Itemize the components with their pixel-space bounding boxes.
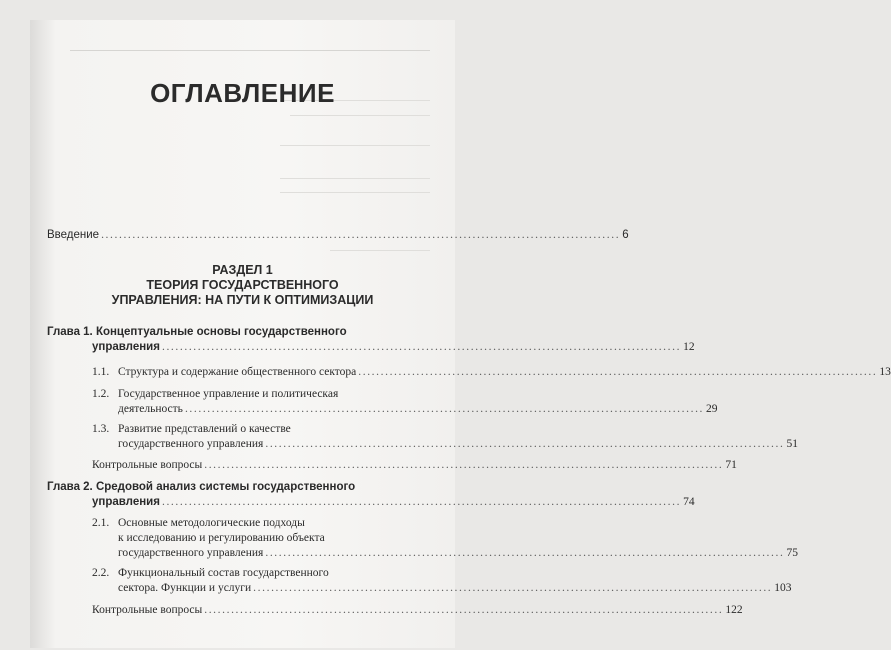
toc-item-number: 1.1. <box>92 366 110 378</box>
toc-entry-questions-2 <box>92 603 743 618</box>
toc-entry-page: 12 <box>683 341 695 353</box>
toc-entry-page: 103 <box>774 582 792 594</box>
toc-entry-page: 51 <box>786 438 798 450</box>
toc-entry-label-cont: деятельность <box>118 403 183 415</box>
toc-entry-label: Функциональный состав государственного <box>118 567 329 579</box>
dot-leader: .................................................................................................................... <box>204 604 724 616</box>
dot-leader: .................................................................................................................... <box>265 438 785 450</box>
toc-entry-label-cont: государственного управления <box>118 438 264 450</box>
toc-entry-chapter-1 <box>92 340 695 355</box>
toc-entry-1-2 <box>118 402 718 417</box>
chapter-1-heading-cont: управления <box>92 341 160 353</box>
toc-entry-label-cont: сектора. Функции и услуги <box>118 582 252 594</box>
book-page <box>30 20 891 648</box>
page-title: ОГЛАВЛЕНИЕ <box>150 78 335 108</box>
toc-item-number: 1.2. <box>92 388 110 400</box>
section-heading-line1: РАЗДЕЛ 1 <box>212 263 273 277</box>
toc-entry-page: 75 <box>786 547 798 559</box>
toc-item-number: 2.2. <box>92 567 110 579</box>
toc-entry-label: Развитие представлений о качестве <box>118 423 291 435</box>
toc-entry-2-2 <box>118 581 792 596</box>
toc-entry-label: Государственное управление и политическая <box>118 388 339 400</box>
toc-entry-page: 122 <box>725 604 743 616</box>
dot-leader: .................................................................................................................... <box>253 582 773 594</box>
toc-entry-page: 13 <box>879 366 891 378</box>
section-heading-line3: УПРАВЛЕНИЯ: НА ПУТИ К ОПТИМИЗАЦИИ <box>111 293 374 307</box>
dot-leader: .................................................................................................................... <box>204 459 724 471</box>
toc-entry-label: Контрольные вопросы <box>92 604 203 616</box>
toc-entry-page: 71 <box>725 459 737 471</box>
toc-entry-label-cont: к исследованию и регулированию объекта <box>118 532 325 544</box>
toc-entry-label: Контрольные вопросы <box>92 459 203 471</box>
toc-entry-label: Структура и содержание общественного сектора <box>118 366 357 378</box>
section-heading-line2: ТЕОРИЯ ГОСУДАРСТВЕННОГО <box>146 278 339 292</box>
dot-leader: .................................................................................................................... <box>161 496 682 508</box>
toc-entry-label: Основные методологические подходы <box>118 517 305 529</box>
toc-entry-page: 74 <box>683 496 695 508</box>
toc-entry-label-cont: государственного управления <box>118 547 264 559</box>
dot-leader: .................................................................................................................... <box>265 547 785 559</box>
dot-leader: .................................................................................................................... <box>161 341 682 353</box>
dot-leader: .................................................................................................................... <box>184 403 705 415</box>
toc-entry-page: 6 <box>622 229 629 241</box>
toc-item-number: 1.3. <box>92 423 110 435</box>
dot-leader: .................................................................................................................... <box>358 366 878 378</box>
toc-entry-1-3 <box>118 437 798 452</box>
chapter-2-heading-cont: управления <box>92 496 160 508</box>
toc-entry-label: Введение <box>47 229 100 241</box>
toc-item-number: 2.1. <box>92 517 110 529</box>
dot-leader: .................................................................................................................... <box>101 229 621 241</box>
toc-entry-intro <box>47 228 629 243</box>
toc-entry-questions-1 <box>92 458 737 473</box>
chapter-1-heading: Глава 1. Концептуальные основы государственного <box>47 326 347 338</box>
toc-entry-1-1 <box>118 365 891 380</box>
toc-entry-page: 29 <box>706 403 718 415</box>
chapter-2-heading: Глава 2. Средовой анализ системы государственного <box>47 481 356 493</box>
toc-entry-2-1 <box>118 546 798 561</box>
toc-entry-chapter-2 <box>92 495 695 510</box>
